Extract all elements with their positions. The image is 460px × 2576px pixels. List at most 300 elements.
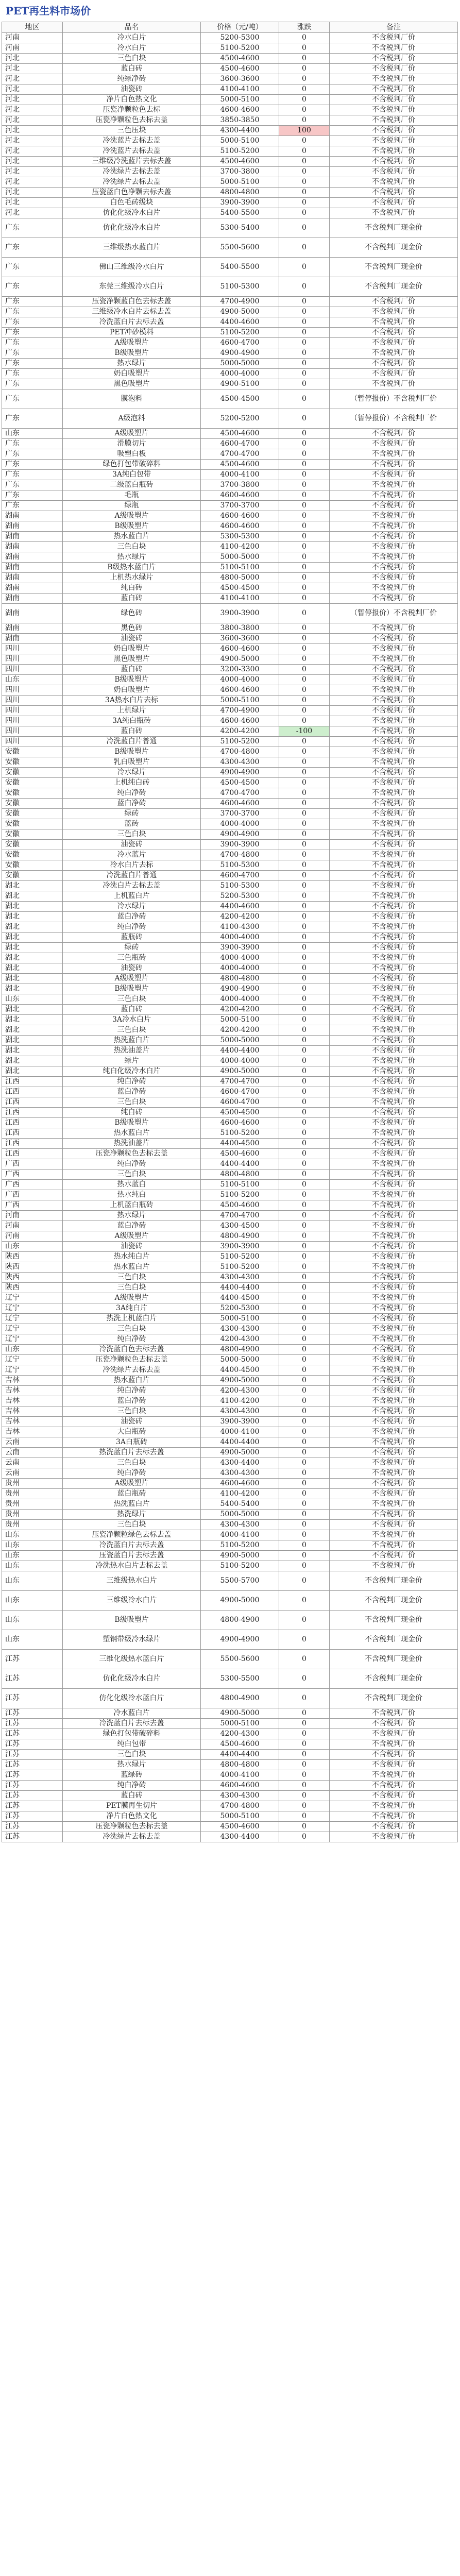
cell-change: 0 <box>279 1750 330 1760</box>
cell-remark: 不含税判厂价 <box>330 1365 458 1376</box>
cell-remark: 不含税判厂价 <box>330 1015 458 1025</box>
cell-region: 四川 <box>2 685 63 696</box>
cell-change: 0 <box>279 1406 330 1417</box>
cell-change: -100 <box>279 726 330 737</box>
cell-price: 5000-5100 <box>201 1015 279 1025</box>
cell-change: 0 <box>279 623 330 634</box>
cell-change: 0 <box>279 819 330 829</box>
cell-region: 河南 <box>2 1211 63 1221</box>
cell-price: 5100-5200 <box>201 1540 279 1551</box>
cell-change: 0 <box>279 757 330 768</box>
cell-remark: 不含税判厂价 <box>330 1770 458 1781</box>
cell-price: 5400-5500 <box>201 208 279 218</box>
cell-product: 三色白块 <box>63 1406 201 1417</box>
cell-price: 4000-4100 <box>201 1530 279 1540</box>
cell-product: 油瓷砖 <box>63 840 201 850</box>
cell-change: 0 <box>279 1396 330 1406</box>
table-row <box>2 1293 458 1303</box>
cell-product: 热水纯白 <box>63 1190 201 1200</box>
cell-price: 3600-3600 <box>201 74 279 84</box>
cell-price: 3900-3900 <box>201 198 279 208</box>
cell-region: 江苏 <box>2 1708 63 1719</box>
cell-change: 0 <box>279 511 330 521</box>
cell-price: 4400-4600 <box>201 317 279 328</box>
cell-remark: 不含税判厂价 <box>330 1283 458 1293</box>
cell-change: 0 <box>279 115 330 126</box>
table-row <box>2 747 458 757</box>
cell-product: 绿色打包带破碎料 <box>63 460 201 470</box>
cell-change: 0 <box>279 208 330 218</box>
cell-product: 蓝白砖 <box>63 64 201 74</box>
table-row <box>2 1097 458 1108</box>
cell-product: 仿化化级冷水白片 <box>63 1669 201 1689</box>
cell-price: 5100-5200 <box>201 328 279 338</box>
cell-product: 3A纯白瓶砖 <box>63 716 201 726</box>
table-row <box>2 1005 458 1015</box>
table-row <box>2 881 458 891</box>
cell-change: 0 <box>279 146 330 157</box>
cell-product: 压瓷蓝白色净颗去标去盖 <box>63 188 201 198</box>
cell-product: 蓝砖 <box>63 819 201 829</box>
table-row <box>2 1708 458 1719</box>
cell-region: 四川 <box>2 696 63 706</box>
table-row <box>2 665 458 675</box>
table-row <box>2 1056 458 1066</box>
cell-price: 3900-3900 <box>201 943 279 953</box>
cell-remark: 不含税判厂价 <box>330 757 458 768</box>
table-row <box>2 1611 458 1630</box>
cell-remark: 不含税判厂价 <box>330 1832 458 1842</box>
cell-price: 4300-4300 <box>201 1406 279 1417</box>
table-row <box>2 604 458 623</box>
table-row <box>2 379 458 389</box>
cell-change: 0 <box>279 1427 330 1437</box>
cell-remark: 不含税判厂价 <box>330 747 458 757</box>
cell-region: 湖北 <box>2 984 63 994</box>
cell-remark: 不含税判厂价 <box>330 188 458 198</box>
cell-region: 河南 <box>2 1231 63 1242</box>
cell-remark: 不含税判厂价 <box>330 1708 458 1719</box>
cell-change: 0 <box>279 1118 330 1128</box>
table-row <box>2 532 458 542</box>
table-row <box>2 634 458 644</box>
cell-remark: 不含税判厂价 <box>330 799 458 809</box>
cell-region: 安徽 <box>2 809 63 819</box>
cell-region: 河北 <box>2 115 63 126</box>
cell-remark: 不含税判厂价 <box>330 95 458 105</box>
cell-price: 4300-4300 <box>201 1324 279 1334</box>
cell-remark: 不含税判厂价 <box>330 1386 458 1396</box>
cell-change: 0 <box>279 1108 330 1118</box>
cell-price: 4900-5000 <box>201 1448 279 1458</box>
cell-product: B级吸塑片 <box>63 348 201 359</box>
cell-product: 冷洗蓝白片去标去盖 <box>63 1540 201 1551</box>
cell-region: 河北 <box>2 64 63 74</box>
cell-remark: 不含税判厂价 <box>330 665 458 675</box>
table-row <box>2 974 458 984</box>
cell-remark: 不含税判厂价 <box>330 850 458 860</box>
header-region: 地区 <box>2 22 63 33</box>
cell-remark: 不含税判厂价 <box>330 1396 458 1406</box>
cell-product: 绿色砖 <box>63 604 201 623</box>
cell-region: 江苏 <box>2 1791 63 1801</box>
cell-price: 4600-4700 <box>201 1087 279 1097</box>
cell-region: 湖北 <box>2 1046 63 1056</box>
cell-remark: 不含税判厂价 <box>330 460 458 470</box>
cell-change: 0 <box>279 389 330 409</box>
cell-change: 0 <box>279 1739 330 1750</box>
cell-product: 3A冷水白片 <box>63 1015 201 1025</box>
cell-product: 蓝白砖 <box>63 1791 201 1801</box>
cell-price: 5000-5000 <box>201 1510 279 1520</box>
table-row <box>2 136 458 146</box>
cell-remark: 不含税判厂价 <box>330 1811 458 1822</box>
cell-remark: 不含税判厂价 <box>330 840 458 850</box>
cell-region: 湖南 <box>2 511 63 521</box>
table-row <box>2 1211 458 1221</box>
cell-remark: 不含税判厂价 <box>330 891 458 902</box>
table-row <box>2 1770 458 1781</box>
cell-price: 5000-5100 <box>201 696 279 706</box>
cell-price: 5200-5300 <box>201 33 279 43</box>
cell-price: 4600-4600 <box>201 716 279 726</box>
cell-product: 绿砖 <box>63 809 201 819</box>
table-row <box>2 1108 458 1118</box>
cell-product: 净片白色热文化 <box>63 1811 201 1822</box>
cell-price: 4100-4200 <box>201 1489 279 1499</box>
table-row <box>2 277 458 297</box>
cell-product: 上机蓝白瓶砖 <box>63 1200 201 1211</box>
cell-change: 0 <box>279 933 330 943</box>
cell-change: 0 <box>279 218 330 238</box>
cell-remark: 不含税判厂价 <box>330 768 458 778</box>
cell-price: 5000-5000 <box>201 1036 279 1046</box>
table-row <box>2 809 458 819</box>
cell-product: 热洗蓝白片 <box>63 1499 201 1510</box>
cell-remark: 不含税判厂价 <box>330 1262 458 1273</box>
table-row <box>2 1046 458 1056</box>
cell-price: 3900-3900 <box>201 1417 279 1427</box>
table-row <box>2 1242 458 1252</box>
table-row <box>2 449 458 460</box>
cell-product: 佛山三维级冷水白片 <box>63 258 201 277</box>
table-row <box>2 1448 458 1458</box>
table-row <box>2 1571 458 1591</box>
cell-price: 4300-4300 <box>201 1273 279 1283</box>
cell-product: 三色白块 <box>63 54 201 64</box>
cell-remark: 不含税判厂价 <box>330 1252 458 1262</box>
cell-price: 4900-5000 <box>201 1708 279 1719</box>
cell-product: 仿化化级冷水白片 <box>63 208 201 218</box>
table-row <box>2 389 458 409</box>
cell-product: 冷水白片 <box>63 33 201 43</box>
cell-region: 湖南 <box>2 521 63 532</box>
cell-region: 湖南 <box>2 563 63 573</box>
cell-remark: 不含税判厂价 <box>330 1791 458 1801</box>
cell-product: 仿化化级冷水蓝白片 <box>63 1689 201 1708</box>
cell-remark: 不含税判厂价 <box>330 177 458 188</box>
cell-product: 热水绿片 <box>63 552 201 563</box>
cell-change: 0 <box>279 1159 330 1170</box>
cell-price: 4600-4600 <box>201 490 279 501</box>
cell-region: 贵州 <box>2 1510 63 1520</box>
cell-remark: 不含税判厂价 <box>330 573 458 583</box>
cell-change: 0 <box>279 675 330 685</box>
table-row <box>2 850 458 860</box>
cell-price: 5000-5100 <box>201 177 279 188</box>
cell-region: 辽宁 <box>2 1355 63 1365</box>
cell-remark: 不含税判厂价 <box>330 1355 458 1365</box>
cell-price: 5500-5700 <box>201 1571 279 1591</box>
cell-remark: 不含税判厂价 <box>330 1324 458 1334</box>
cell-change: 0 <box>279 501 330 511</box>
cell-region: 湖北 <box>2 953 63 963</box>
table-row <box>2 912 458 922</box>
cell-remark: 不含税判厂价 <box>330 1087 458 1097</box>
cell-region: 河北 <box>2 74 63 84</box>
table-row <box>2 1396 458 1406</box>
cell-product: 三色白块 <box>63 1025 201 1036</box>
cell-change: 0 <box>279 1211 330 1221</box>
cell-price: 4900-4900 <box>201 829 279 840</box>
cell-remark: 不含税判厂价 <box>330 449 458 460</box>
table-row <box>2 1015 458 1025</box>
table-row <box>2 737 458 747</box>
cell-region: 江西 <box>2 1139 63 1149</box>
table-row <box>2 891 458 902</box>
cell-product: 冷水绿片 <box>63 768 201 778</box>
cell-remark: 不含税判厂价 <box>330 1159 458 1170</box>
cell-remark: 不含税判厂价 <box>330 1334 458 1345</box>
table-row <box>2 297 458 307</box>
cell-region: 江苏 <box>2 1739 63 1750</box>
cell-remark: 不含税判厂价 <box>330 317 458 328</box>
cell-product: 上机蓝白片 <box>63 891 201 902</box>
cell-remark: 不含税判厂价 <box>330 33 458 43</box>
table-row <box>2 1252 458 1262</box>
table-row <box>2 583 458 594</box>
cell-remark: 不含税判厂价 <box>330 1520 458 1530</box>
cell-region: 广东 <box>2 379 63 389</box>
cell-change: 0 <box>279 1231 330 1242</box>
cell-price: 4900-5000 <box>201 1591 279 1611</box>
cell-region: 湖北 <box>2 974 63 984</box>
table-row <box>2 819 458 829</box>
cell-price: 3700-3800 <box>201 480 279 490</box>
cell-change: 0 <box>279 1832 330 1842</box>
cell-price: 4800-4800 <box>201 974 279 984</box>
cell-remark: 不含税判厂价 <box>330 1293 458 1303</box>
cell-product: 蓝白砖 <box>63 1005 201 1015</box>
cell-change: 0 <box>279 1781 330 1791</box>
table-row <box>2 1365 458 1376</box>
cell-remark: 不含税判厂价 <box>330 511 458 521</box>
cell-remark: 不含税判厂价 <box>330 953 458 963</box>
cell-remark: 不含税判厂现金价 <box>330 1571 458 1591</box>
cell-region: 广东 <box>2 338 63 348</box>
cell-product: 压瓷净颗粒色去标去盖 <box>63 115 201 126</box>
cell-price: 4200-4300 <box>201 1386 279 1396</box>
cell-remark: 不含税判厂现金价 <box>330 1650 458 1669</box>
cell-change: 0 <box>279 1025 330 1036</box>
cell-region: 河北 <box>2 136 63 146</box>
cell-price: 5400-5400 <box>201 1499 279 1510</box>
cell-price: 4200-4200 <box>201 1025 279 1036</box>
cell-price: 4600-4600 <box>201 521 279 532</box>
cell-change: 0 <box>279 43 330 54</box>
cell-region: 辽宁 <box>2 1293 63 1303</box>
cell-price: 3900-3900 <box>201 604 279 623</box>
cell-product: 纯绿净砖 <box>63 74 201 84</box>
cell-product: 三色白块 <box>63 1324 201 1334</box>
cell-product: 压瓷净颗粒色去标去盖 <box>63 1822 201 1832</box>
cell-price: 5500-5600 <box>201 1650 279 1669</box>
cell-product: B级吸塑片 <box>63 1611 201 1630</box>
table-row <box>2 1314 458 1324</box>
cell-change: 0 <box>279 943 330 953</box>
cell-region: 安徽 <box>2 747 63 757</box>
cell-region: 河南 <box>2 43 63 54</box>
table-row <box>2 1376 458 1386</box>
cell-price: 5300-5500 <box>201 1669 279 1689</box>
cell-change: 0 <box>279 1468 330 1479</box>
cell-remark: 不含税判厂价 <box>330 1468 458 1479</box>
cell-remark: 不含税判厂价 <box>330 1056 458 1066</box>
table-row <box>2 552 458 563</box>
cell-remark: 不含税判厂价 <box>330 943 458 953</box>
cell-product: 冷洗蓝片去标去盖 <box>63 136 201 146</box>
cell-remark: 不含税判厂现金价 <box>330 277 458 297</box>
cell-remark: 不含税判厂价 <box>330 1427 458 1437</box>
cell-region: 湖南 <box>2 623 63 634</box>
table-row <box>2 521 458 532</box>
cell-remark: 不含税判厂价 <box>330 307 458 317</box>
cell-remark: 不含税判厂价 <box>330 623 458 634</box>
cell-product: 三维化级热水蓝白片 <box>63 1650 201 1669</box>
cell-remark: 不含税判厂现金价 <box>330 1689 458 1708</box>
cell-change: 0 <box>279 328 330 338</box>
header-price: 价格（元/吨） <box>201 22 279 33</box>
cell-change: 0 <box>279 1591 330 1611</box>
cell-product: 膜泡料 <box>63 389 201 409</box>
table-row <box>2 994 458 1005</box>
cell-remark: 不含税判厂价 <box>330 1540 458 1551</box>
cell-change: 0 <box>279 634 330 644</box>
cell-price: 5100-5200 <box>201 43 279 54</box>
cell-remark: 不含税判厂价 <box>330 902 458 912</box>
cell-region: 广东 <box>2 307 63 317</box>
cell-region: 安徽 <box>2 768 63 778</box>
table-row <box>2 1468 458 1479</box>
cell-price: 4200-4300 <box>201 1334 279 1345</box>
cell-product: 三色白块 <box>63 1170 201 1180</box>
cell-price: 4400-4600 <box>201 902 279 912</box>
cell-price: 4000-4000 <box>201 1056 279 1066</box>
cell-remark: 不含税判厂价 <box>330 157 458 167</box>
cell-price: 4700-4700 <box>201 788 279 799</box>
cell-region: 贵州 <box>2 1479 63 1489</box>
table-row <box>2 307 458 317</box>
table-row <box>2 1200 458 1211</box>
cell-change: 0 <box>279 860 330 871</box>
cell-change: 0 <box>279 1334 330 1345</box>
cell-region: 安徽 <box>2 788 63 799</box>
cell-remark: 不含税判厂价 <box>330 685 458 696</box>
cell-change: 0 <box>279 963 330 974</box>
header-change: 涨跌 <box>279 22 330 33</box>
cell-region: 江苏 <box>2 1729 63 1739</box>
cell-region: 贵州 <box>2 1499 63 1510</box>
cell-change: 0 <box>279 338 330 348</box>
cell-remark: 不含税判厂价 <box>330 1406 458 1417</box>
cell-change: 0 <box>279 1760 330 1770</box>
cell-remark: 不含税判厂价 <box>330 994 458 1005</box>
table-row <box>2 1729 458 1739</box>
table-row <box>2 439 458 449</box>
table-row <box>2 860 458 871</box>
cell-remark: 不含税判厂价 <box>330 737 458 747</box>
table-row <box>2 726 458 737</box>
cell-product: 冷洗绿片去标去盖 <box>63 1832 201 1842</box>
cell-product: 纯白净砖 <box>63 1781 201 1791</box>
cell-product: 热洗上机蓝白片 <box>63 1314 201 1324</box>
header-product: 品名 <box>63 22 201 33</box>
cell-price: 4700-4800 <box>201 1801 279 1811</box>
cell-change: 0 <box>279 1499 330 1510</box>
cell-region: 山东 <box>2 1630 63 1650</box>
cell-remark: 不含税判厂价 <box>330 1190 458 1200</box>
table-row <box>2 1489 458 1499</box>
cell-change: 0 <box>279 1046 330 1056</box>
cell-region: 江苏 <box>2 1781 63 1791</box>
cell-price: 4500-4600 <box>201 460 279 470</box>
cell-product: 黑色砖 <box>63 623 201 634</box>
cell-price: 4200-4200 <box>201 912 279 922</box>
cell-price: 4500-4600 <box>201 64 279 74</box>
cell-region: 河北 <box>2 167 63 177</box>
cell-price: 4500-4600 <box>201 429 279 439</box>
cell-product: 热水蓝白 <box>63 1180 201 1190</box>
cell-product: 黑色吸塑片 <box>63 379 201 389</box>
cell-product: 塑钢带级冷水绿片 <box>63 1630 201 1650</box>
cell-change: 0 <box>279 1314 330 1324</box>
cell-region: 山东 <box>2 1530 63 1540</box>
cell-product: 三色白块 <box>63 994 201 1005</box>
cell-change: 0 <box>279 594 330 604</box>
cell-product: PET膜再生切片 <box>63 1801 201 1811</box>
cell-change: 0 <box>279 583 330 594</box>
table-row <box>2 198 458 208</box>
cell-price: 5100-5300 <box>201 860 279 871</box>
cell-price: 4900-4900 <box>201 768 279 778</box>
cell-product: 3A热水白片去标 <box>63 696 201 706</box>
cell-price: 5200-5300 <box>201 891 279 902</box>
cell-product: 仿化化级冷水白片 <box>63 218 201 238</box>
cell-price: 4600-4700 <box>201 871 279 881</box>
cell-change: 0 <box>279 1719 330 1729</box>
cell-region: 河北 <box>2 146 63 157</box>
cell-product: 三色瓶砖 <box>63 953 201 963</box>
cell-product: PET冲砂模料 <box>63 328 201 338</box>
table-row <box>2 654 458 665</box>
cell-region: 江西 <box>2 1149 63 1159</box>
table-row <box>2 126 458 136</box>
cell-change: 0 <box>279 1458 330 1468</box>
cell-price: 5000-5000 <box>201 1355 279 1365</box>
cell-product: 三色白块 <box>63 829 201 840</box>
cell-change: 0 <box>279 737 330 747</box>
cell-remark: 不含税判厂价 <box>330 115 458 126</box>
